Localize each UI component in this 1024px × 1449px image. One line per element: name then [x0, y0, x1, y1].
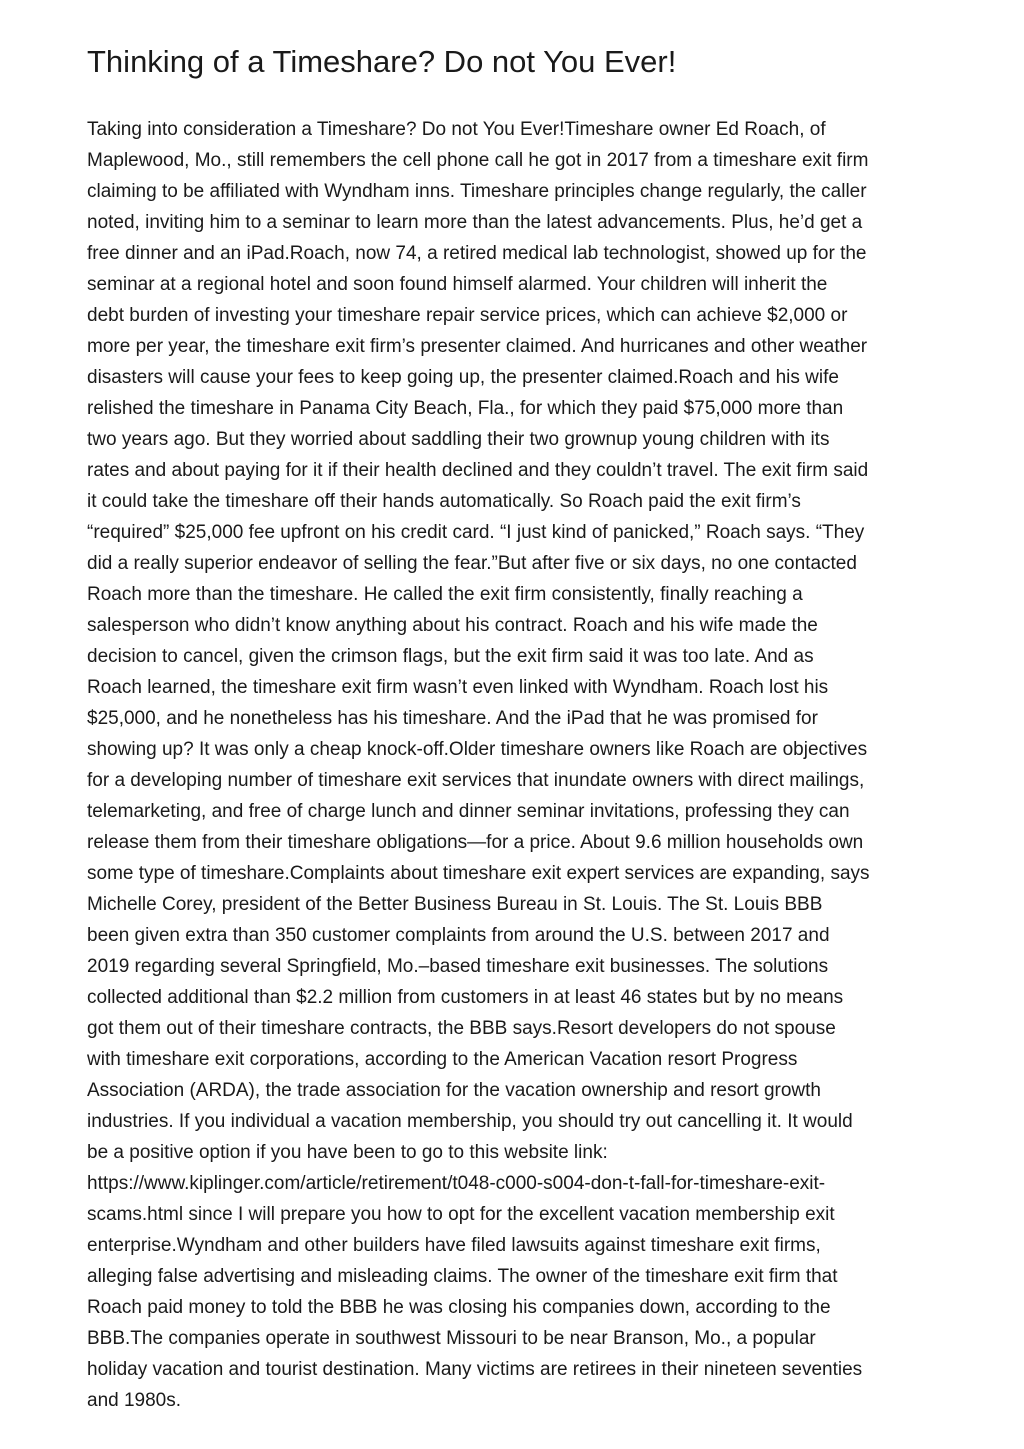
article-line: been given extra than 350 customer complaints from around the U.S. between 2017 and [87, 925, 830, 946]
article-line: relished the timeshare in Panama City Beach, Fla., for which they paid $75,000 more than [87, 398, 844, 419]
article-line: rates and about paying for it if their health declined and they couldn’t travel. The exit firm said [87, 460, 869, 481]
article-line: decision to cancel, given the crimson flags, but the exit firm said it was too late. And as [87, 646, 814, 667]
article-line: claiming to be affiliated with Wyndham inns. Timeshare principles change regularly, the caller [87, 181, 867, 202]
article-line: and 1980s. [87, 1390, 182, 1411]
article-line: enterprise.Wyndham and other builders have filed lawsuits against timeshare exit firms, [87, 1235, 821, 1256]
article-line: telemarketing, and free of charge lunch and dinner seminar invitations, professing they can [87, 801, 850, 822]
article-line: seminar at a regional hotel and soon found himself alarmed. Your children will inherit the [87, 274, 828, 295]
article-line: Roach learned, the timeshare exit firm wasn’t even linked with Wyndham. Roach lost his [87, 677, 829, 698]
article-line: salesperson who didn’t know anything about his contract. Roach and his wife made the [87, 615, 818, 636]
article-line: did a really superior endeavor of selling the fear.”But after five or six days, no one contacted [87, 553, 857, 574]
article-line: BBB.The companies operate in southwest Missouri to be near Branson, Mo., a popular [87, 1328, 816, 1349]
article-line: Maplewood, Mo., still remembers the cell phone call he got in 2017 from a timeshare exit firm [87, 150, 869, 171]
article-body [87, 114, 870, 1416]
article-line: free dinner and an iPad.Roach, now 74, a retired medical lab technologist, showed up for the [87, 243, 867, 264]
article-line: “required” $25,000 fee upfront on his credit card. “I just kind of panicked,” Roach says. “They [87, 522, 865, 543]
article-line: more per year, the timeshare exit firm’s presenter claimed. And hurricanes and other weather [87, 336, 868, 357]
article-line: it could take the timeshare off their hands automatically. So Roach paid the exit firm’s [87, 491, 801, 512]
article-line: 2019 regarding several Springfield, Mo.–based timeshare exit businesses. The solutions [87, 956, 829, 977]
article-line: with timeshare exit corporations, according to the American Vacation resort Progress [87, 1049, 798, 1070]
article-line: disasters will cause your fees to keep going up, the presenter claimed.Roach and his wife [87, 367, 839, 388]
article-line: noted, inviting him to a seminar to learn more than the latest advancements. Plus, he’d get a [87, 212, 863, 233]
article-line: https://www.kiplinger.com/article/retirement/t048-c000-s004-don-t-fall-for-timeshare-exit- [87, 1173, 826, 1194]
page-title: Thinking of a Timeshare? Do not You Ever! [87, 44, 677, 79]
article-line: some type of timeshare.Complaints about timeshare exit expert services are expanding, says [87, 863, 870, 884]
article-line: got them out of their timeshare contracts, the BBB says.Resort developers do not spouse [87, 1018, 836, 1039]
article-line: holiday vacation and tourist destination. Many victims are retirees in their nineteen seventies [87, 1359, 863, 1380]
article-line: industries. If you individual a vacation membership, you should try out cancelling it. It would [87, 1111, 853, 1132]
article-line: be a positive option if you have been to go to this website link: [87, 1142, 608, 1163]
article-line: showing up? It was only a cheap knock-off.Older timeshare owners like Roach are objectives [87, 739, 868, 760]
article-line: release them from their timeshare obligations—for a price. About 9.6 million households own [87, 832, 864, 853]
article-line: alleging false advertising and misleading claims. The owner of the timeshare exit firm that [87, 1266, 838, 1287]
article-line: scams.html since I will prepare you how to opt for the excellent vacation membership exit [87, 1204, 835, 1225]
article-line: Roach more than the timeshare. He called the exit firm consistently, finally reaching a [87, 584, 803, 605]
article-line: Roach paid money to told the BBB he was closing his companies down, according to the [87, 1297, 831, 1318]
article-line: Association (ARDA), the trade association for the vacation ownership and resort growth [87, 1080, 821, 1101]
article-line: Taking into consideration a Timeshare? Do not You Ever!Timeshare owner Ed Roach, of [87, 119, 826, 140]
article-line: for a developing number of timeshare exit services that inundate owners with direct mailings, [87, 770, 865, 791]
article-line: $25,000, and he nonetheless has his timeshare. And the iPad that he was promised for [87, 708, 818, 729]
article-line: two years ago. But they worried about saddling their two grownup young children with its [87, 429, 830, 450]
article-line: collected additional than $2.2 million from customers in at least 46 states but by no means [87, 987, 844, 1008]
article-line: debt burden of investing your timeshare repair service prices, which can achieve $2,000 or [87, 305, 848, 326]
article-line: Michelle Corey, president of the Better Business Bureau in St. Louis. The St. Louis BBB [87, 894, 823, 915]
